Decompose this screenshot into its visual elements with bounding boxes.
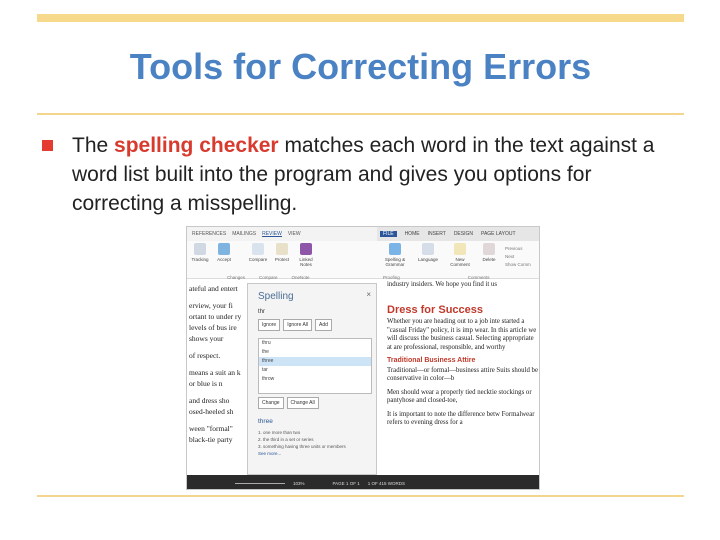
suggestion-list (258, 338, 372, 394)
status-bar (187, 475, 540, 490)
tracking-icon (194, 243, 206, 255)
spelling-grammar-button[interactable]: Spelling & Grammar (381, 243, 409, 276)
doc-right-text: industry insiders. We hope you find it us Dress for Success Whether you are heading out to a job inte started a "casual Friday" policy, it is imp wear. In this article we will discuss the business casual. Selecting appropriate at are professional, responsible, and worthy Traditional Business Attire Traditional—or formal—business attire Suits should be conservative in color—b Men should wear a properly tied necktie stockings or pantyhose and closed-toe, It is important to note the difference betw Formalwear refers to evening dress for a (387, 281, 538, 426)
delete-comment-button[interactable]: Delete (479, 243, 499, 276)
tab-page-layout[interactable]: PAGE LAYOUT (480, 231, 516, 237)
highlight-term: spelling checker (114, 134, 279, 157)
accept-icon (218, 243, 230, 255)
zoom-level: 103% (293, 480, 305, 486)
suggestion-item[interactable]: the (262, 349, 269, 355)
next-button[interactable]: Next (505, 254, 515, 259)
tab-design[interactable]: DESIGN (453, 231, 473, 237)
compare-button[interactable]: Compare (248, 243, 268, 276)
language-button[interactable]: Language (415, 243, 441, 276)
doc-left-text: ateful and entert erview, your fi ortant to under ry levels of bus ire shows your of respect. means a suit an k or blue is n and dress sho osed-heeled sh ween "formal" black-tie party (189, 284, 242, 444)
suggestion-item[interactable]: tar (262, 367, 268, 373)
right-ribbon (377, 241, 540, 279)
see-more-link[interactable]: See more... (258, 451, 282, 456)
tab-mailings[interactable]: MAILINGS (232, 231, 257, 237)
change-all-button[interactable]: Change All (287, 397, 319, 409)
compare-icon (252, 243, 264, 255)
language-icon (422, 243, 434, 255)
abc-check-icon (389, 243, 401, 255)
tracking-button[interactable]: Tracking (190, 243, 210, 276)
bullet-rest: matches each word in the text against a word list built into the program and gives you options for correcting a misspelling. (72, 134, 655, 215)
ignore-all-button[interactable]: Ignore All (283, 319, 312, 331)
suggestion-item-selected[interactable]: three (259, 357, 371, 366)
comment-nav (505, 243, 531, 276)
word-count: 1 OF 415 WORDS (367, 480, 405, 486)
ignore-button[interactable]: Ignore (258, 319, 280, 331)
left-ribbon (187, 241, 377, 279)
protect-icon (276, 243, 288, 255)
comment-icon (454, 243, 466, 255)
accept-button[interactable]: Accept (214, 243, 234, 276)
new-comment-button[interactable]: New Comment (447, 243, 473, 276)
title-divider (37, 113, 684, 115)
zoom-slider[interactable] (235, 483, 285, 484)
left-ribbon-tabs (187, 227, 377, 241)
suggestion-item[interactable]: thru (262, 340, 271, 346)
pane-title: Spelling (258, 291, 294, 302)
right-group-labels: Proofing Comments (383, 275, 490, 280)
slide-title: Tools for Correcting Errors (129, 46, 592, 87)
show-comments-button[interactable]: Show Comm (505, 262, 531, 267)
tab-review[interactable]: REVIEW (262, 231, 282, 237)
doc-subheading: Traditional Business Attire (387, 357, 476, 364)
tab-insert[interactable]: INSERT (427, 231, 446, 237)
tab-references[interactable]: REFERENCES (192, 231, 227, 237)
onenote-icon (300, 243, 312, 255)
bullet-prefix: The (72, 134, 115, 157)
tab-home[interactable]: HOME (404, 231, 420, 237)
linked-notes-button[interactable]: Linked Notes (296, 243, 316, 276)
change-button[interactable]: Change (258, 397, 284, 409)
top-accent-bar (37, 14, 684, 22)
misspelled-word: thr (258, 309, 266, 315)
delete-icon (483, 243, 495, 255)
close-icon[interactable]: × (366, 290, 371, 299)
tab-view[interactable]: VIEW (287, 231, 301, 237)
ignore-buttons (258, 319, 332, 331)
doc-heading: Dress for Success (387, 303, 483, 316)
bullet-text (72, 131, 682, 218)
previous-button[interactable]: Previous (505, 246, 523, 251)
right-ribbon-tabs (377, 227, 540, 241)
definition-list: 1. one more than two 2. the third in a set or series 3. something having three units or members See more... (258, 430, 346, 456)
word-screenshot (186, 226, 540, 490)
protect-button[interactable]: Protect (272, 243, 292, 276)
bottom-divider (37, 495, 684, 497)
page-count: PAGE 1 OF 1 (332, 480, 360, 486)
suggestion-item[interactable]: throw (262, 376, 275, 382)
definition-word: three (258, 418, 273, 425)
left-group-labels: Changes Compare OneNote (227, 275, 310, 280)
add-button[interactable]: Add (315, 319, 332, 331)
bullet-square-icon (42, 140, 53, 151)
change-buttons (258, 397, 319, 409)
spelling-pane (247, 283, 377, 475)
tab-file[interactable]: FILE (380, 231, 397, 237)
